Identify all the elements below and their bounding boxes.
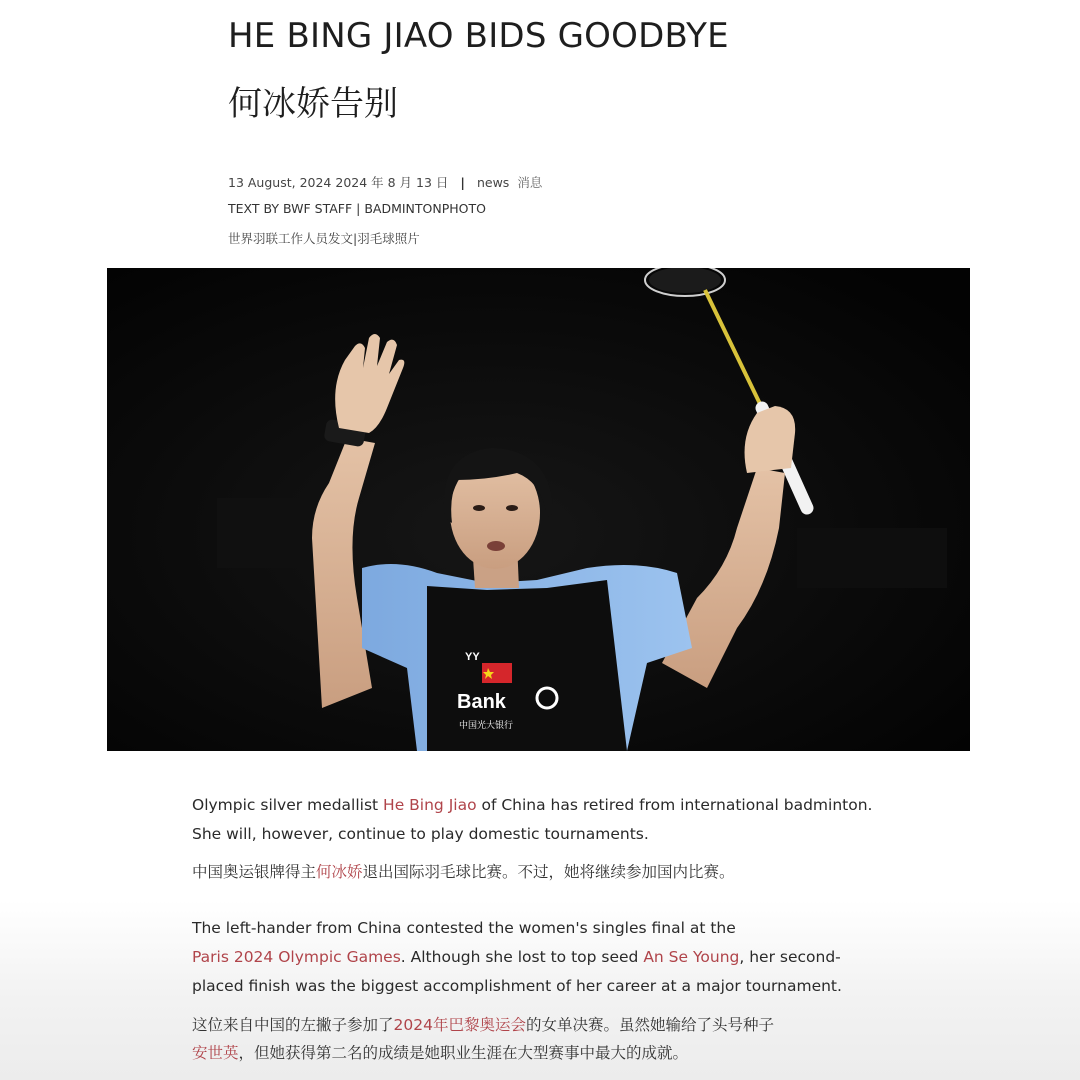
p2-line-1: The left-hander from China contested the women's singles final at the [192, 919, 736, 937]
jersey-bank-text: Bank [457, 691, 506, 713]
p2-text: . Although she lost to top seed [400, 948, 644, 966]
event-link-paris-2024[interactable]: Paris 2024 Olympic Games [192, 948, 401, 966]
p1-text: of China has retired from international badminton. [476, 796, 873, 814]
article-title-zh: 何冰娇告别 [228, 84, 398, 124]
p2-zh-text: 的女单决赛。虽然她输给了头号种子 [525, 1016, 774, 1034]
category-link[interactable]: news [476, 175, 510, 190]
p2-text: , her second- [739, 948, 841, 966]
credit-en: TEXT BY BWF STAFF | BADMINTONPHOTO [228, 201, 486, 216]
date-en: 13 August, 2024 [228, 175, 332, 190]
p1-line-1 [192, 796, 872, 814]
credit-zh: 世界羽联工作人员发文|羽毛球照片 [228, 231, 420, 246]
p2-zh-text: ，但她获得第二名的成绩是她职业生涯在大型赛事中最大的成就。 [238, 1044, 689, 1062]
svg-text:YY: YY [465, 651, 480, 663]
p2-line-2 [192, 948, 841, 966]
p1-zh-text: 退出国际羽毛球比赛。不过，她将继续参加国内比赛。 [362, 863, 735, 881]
player-link-he-bing-jiao[interactable]: He Bing Jiao [383, 796, 477, 814]
p1-text: Olympic silver medallist [192, 796, 384, 814]
meta-separator: | [460, 175, 465, 190]
article-title-en: HE BING JIAO BIDS GOODBYE [228, 16, 729, 56]
hero-photo [107, 268, 970, 751]
p1-zh-text: 中国奥运银牌得主 [192, 863, 317, 881]
p2-line-3: placed finish was the biggest accomplishment of her career at a major tournament. [192, 977, 842, 995]
p1-line-zh [192, 860, 735, 882]
player-link-an-se-young[interactable]: An Se Young [643, 948, 740, 966]
p2-zh-text: 这位来自中国的左撇子参加了 [192, 1016, 394, 1034]
player-link-an-se-young-zh[interactable]: 安世英 [192, 1044, 239, 1062]
player-link-zh[interactable]: 何冰娇 [316, 863, 363, 881]
date-zh: 2024 年 8 月 13 日 [335, 175, 449, 190]
p1-line-2: She will, however, continue to play domestic tournaments. [192, 825, 649, 843]
category-zh: 消息 [517, 175, 543, 190]
hero-photo-illustration [107, 268, 970, 751]
p2-line-zh-1 [192, 1013, 774, 1035]
article-meta [228, 173, 542, 191]
p2-line-zh-2 [192, 1041, 688, 1063]
event-link-zh[interactable]: 2024年巴黎奥运会 [393, 1016, 526, 1034]
jersey-sponsor-text: 中国光大银行 [459, 721, 514, 731]
